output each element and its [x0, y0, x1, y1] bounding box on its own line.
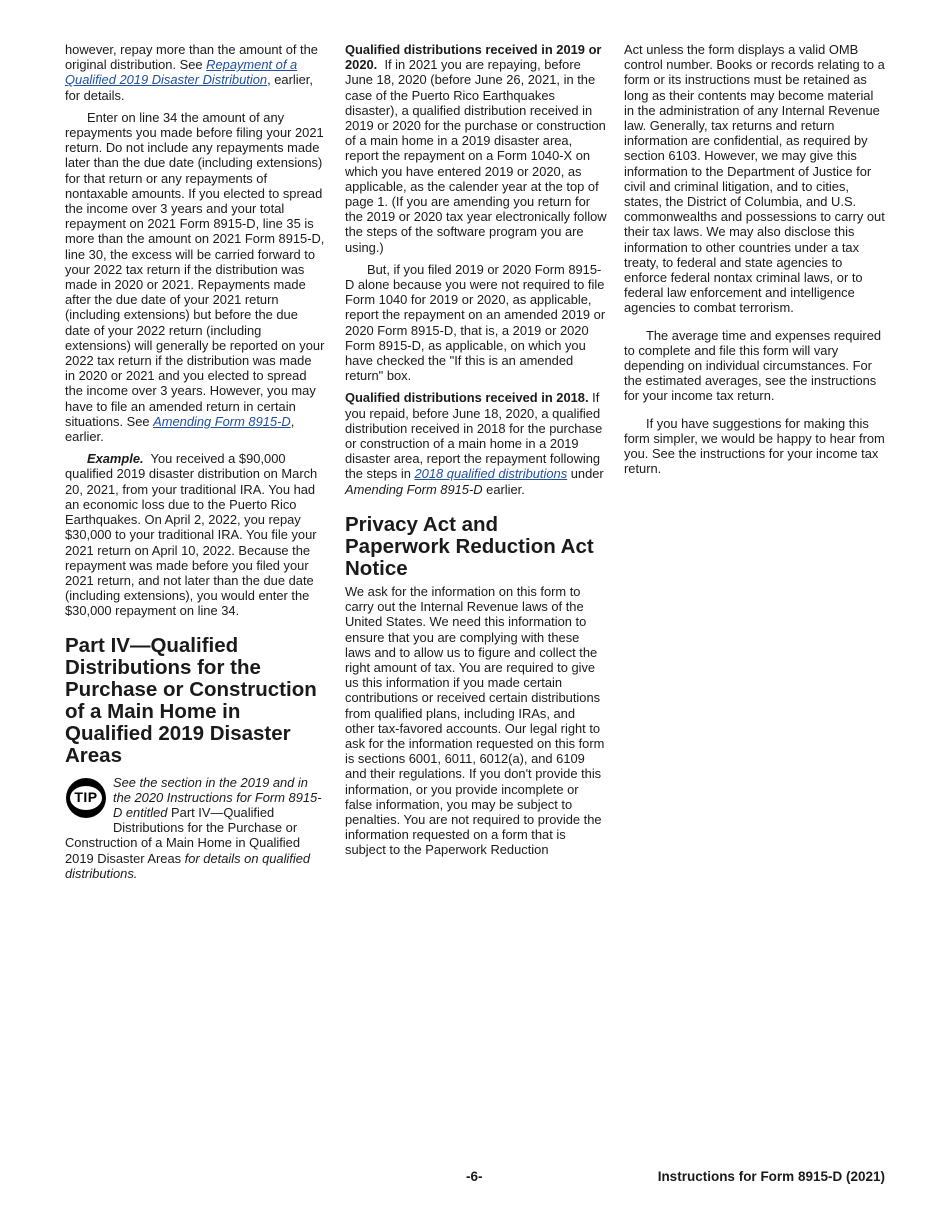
run-in-heading: Qualified distributions received in 2019 or 2020. — [345, 42, 602, 73]
column-left — [65, 42, 325, 888]
link-repayment-qualified-2019[interactable]: Repayment of a Qualified 2019 Disaster Distribution — [65, 57, 298, 88]
paragraph: But, if you filed 2019 or 2020 Form 8915-D alone because you were not required to file Form 1040 for 2019 or 2020, as applicable, report the repayment on an amended 2019 or 2020 Form 8915-D, that is, a 2019 or 2020 Form 8915-D, as applicable, on which you have checked the "If this is an amended return" box. — [345, 261, 606, 384]
tip-icon: TIP — [65, 777, 107, 819]
tip-block — [65, 775, 325, 881]
paragraph: The average time and expenses required to complete and file this form will vary depending on individual circumstances. For the estimated averages, see the instructions for your income tax return. — [624, 327, 882, 404]
paragraph: If you have suggestions for making this form simpler, we would be happy to hear from you. See the instructions for your income tax return. — [624, 415, 885, 477]
column-right — [624, 42, 886, 483]
column-middle — [345, 42, 607, 865]
paragraph: however, repay more than the amount of the original distribution. See Repayment of a Qualified 2019 Disaster Distribution, earlier, for details. — [65, 42, 318, 103]
link-amending-form[interactable]: Amending Form 8915-D — [153, 413, 291, 429]
example-paragraph: Example. You received a $90,000 qualified 2019 disaster distribution on March 20, 2021, from your traditional IRA. You had an economic loss due to the Puerto Rico Earthquakes. On April 2, 2022, you repay $30,000 to your traditional IRA. You file your 2021 return on April 10, 2022. Because the repayment was made before you filed your 2021 return, and not later than the due date (including extensions), you would enter the $30,000 repayment on line 34. — [65, 451, 318, 619]
example-label: Example. — [87, 451, 144, 467]
paragraph: Qualified distributions received in 2018. If you repaid, before June 18, 2020, a qualified distribution received in 2018 for the purchase or construction of a main home in a 2019 disaster area, report the repayment following the steps in 2018 qualified distributions under Amending Form 8915-D earlier. — [345, 390, 604, 497]
paragraph: Act unless the form displays a valid OMB control number. Books or records relating to a form or its instructions must be retained as long as their contents may become material in the administration of any Internal Revenue law. Generally, tax returns and return information are confidential, as required by section 6103. However, we may give this information to the Department of Justice for civil and criminal litigation, and to cities, states, the District of Columbia, and U.S. commonwealths and possessions to carry out their tax laws. We may also disclose this information to other countries under a tax treaty, to federal and state agencies to enforce federal nontax criminal laws, or to federal law enforcement and intelligence agencies to combat terrorism. — [624, 42, 885, 316]
link-2018-qualified-distributions[interactable]: 2018 qualified distributions — [414, 466, 568, 482]
section-heading-part-iv: Part IV—Qualified Distributions for the Purchase or Construction of a Main Home in Qualified 2019 Disaster Areas — [65, 633, 317, 767]
tip-text: See the section in the 2019 and in the 2020 Instructions for Form 8915-D entitled Part IV—Qualified Distributions for the Purchase or Construction of a Main Home in Qualified 2019 Disaster Areas for details on qualified distributions. — [65, 774, 322, 881]
paragraph: Enter on line 34 the amount of any repayments you made before filing your 2021 return. Do not include any repayments made later than the due date (including extensions) for that return or any repayments of nontaxable amounts. If you elected to spread the income over 3 years and your total repayment on 2021 Form 8915-D, line 35 is more than the amount on 2021 Form 8915-D, line 30, the excess will be carried forward to your 2022 tax return if the distribution was made in 2020 or 2021. Repayments made after the due date of your 2021 return (including extensions) but before the due date of your 2022 return (including extensions) will generally be reported on your 2022 tax return if the distribution was made in 2020 or 2021 and you elected to spread the income over 3 years. However, you may have to file an amended return in certain situations. See Amending Form 8915-D, earlier. — [65, 109, 325, 445]
paragraph: We ask for the information on this form to carry out the Internal Revenue laws of the United States. We need this information to ensure that you are complying with these laws and to allow us to figure and collect the right amount of tax. You are required to give us this information if you made certain contributions or received certain distributions from qualified plans, including IRAs, and other tax-favored accounts. Our legal right to ask for the information requested on this form is sections 6001, 6011, 6012(a), and 6109 and their regulations. If you don't provide this information, or you provide incomplete or false information, you may be subject to penalties. You are not required to provide the information requested on a form that is subject to the Paperwork Reduction — [345, 583, 605, 858]
footer-title: Instructions for Form 8915-D (2021) — [657, 1169, 885, 1184]
paragraph: Qualified distributions received in 2019 or 2020. If in 2021 you are repaying, before June 18, 2020 (before June 26, 2021, in the case of the Puerto Rico Earthquakes disaster), a qualified distribution received in 2019 or 2020 for the purchase or construction of a main home in a 2019 disaster area, report the repayment on a Form 1040-X on which you have entered 2019 or 2020, as applicable, as the calender year at the top of page 1. (If you are amending you return for the 2019 or 2020 tax year electronically follow the steps of the software program you are using.) — [345, 42, 607, 255]
run-in-heading: Qualified distributions received in 2018. — [345, 390, 589, 406]
page-number: -6- — [466, 1169, 483, 1184]
section-heading-privacy-act: Privacy Act and Paperwork Reduction Act Notice — [345, 512, 594, 580]
